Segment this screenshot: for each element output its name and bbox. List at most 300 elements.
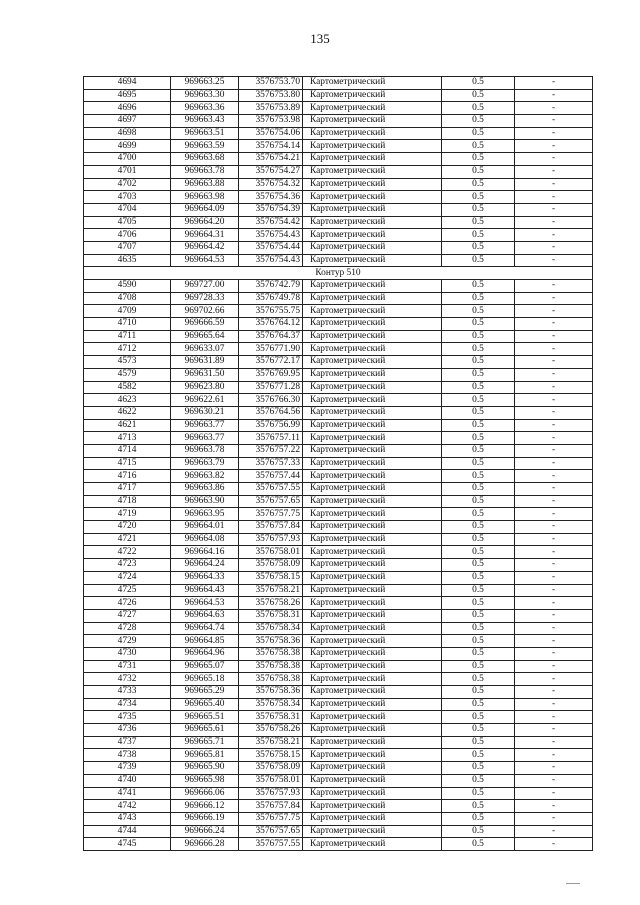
y-coordinate-cell: 3576754.36 <box>239 191 303 204</box>
y-coordinate-cell: 3576757.65 <box>239 495 303 508</box>
x-coordinate-cell: 969663.43 <box>171 115 239 128</box>
note-cell: - <box>515 241 593 254</box>
y-coordinate-cell: 3576742.79 <box>239 280 303 293</box>
x-coordinate-cell: 969664.08 <box>171 533 239 546</box>
point-number-cell: 4702 <box>84 178 171 191</box>
x-coordinate-cell: 969665.51 <box>171 711 239 724</box>
x-coordinate-cell: 969663.51 <box>171 127 239 140</box>
method-cell: Картометрический <box>303 546 442 559</box>
method-cell: Картометрический <box>303 343 442 356</box>
x-coordinate-cell: 969666.24 <box>171 825 239 838</box>
precision-cell: 0.5 <box>442 254 515 267</box>
table-row <box>84 305 593 318</box>
method-cell: Картометрический <box>303 165 442 178</box>
method-cell: Картометрический <box>303 673 442 686</box>
point-number-cell: 4708 <box>84 292 171 305</box>
x-coordinate-cell: 969664.53 <box>171 597 239 610</box>
note-cell: - <box>515 77 593 90</box>
method-cell: Картометрический <box>303 533 442 546</box>
point-number-cell: 4720 <box>84 521 171 534</box>
precision-cell: 0.5 <box>442 318 515 331</box>
y-coordinate-cell: 3576754.39 <box>239 203 303 216</box>
y-coordinate-cell: 3576757.44 <box>239 470 303 483</box>
method-cell: Картометрический <box>303 330 442 343</box>
note-cell: - <box>515 483 593 496</box>
y-coordinate-cell: 3576754.27 <box>239 165 303 178</box>
note-cell: - <box>515 609 593 622</box>
note-cell: - <box>515 432 593 445</box>
note-cell: - <box>515 444 593 457</box>
note-cell: - <box>515 115 593 128</box>
method-cell: Картометрический <box>303 318 442 331</box>
scan-mark <box>566 883 580 884</box>
note-cell: - <box>515 647 593 660</box>
point-number-cell: 4718 <box>84 495 171 508</box>
x-coordinate-cell: 969663.77 <box>171 419 239 432</box>
precision-cell: 0.5 <box>442 825 515 838</box>
table-row <box>84 419 593 432</box>
precision-cell: 0.5 <box>442 495 515 508</box>
y-coordinate-cell: 3576754.43 <box>239 254 303 267</box>
note-cell: - <box>515 406 593 419</box>
x-coordinate-cell: 969633.07 <box>171 343 239 356</box>
y-coordinate-cell: 3576764.12 <box>239 318 303 331</box>
method-cell: Картометрический <box>303 724 442 737</box>
precision-cell: 0.5 <box>442 305 515 318</box>
point-number-cell: 4728 <box>84 622 171 635</box>
method-cell: Картометрический <box>303 508 442 521</box>
table-row <box>84 203 593 216</box>
contour-header-row <box>84 267 593 280</box>
x-coordinate-cell: 969665.29 <box>171 686 239 699</box>
method-cell: Картометрический <box>303 800 442 813</box>
method-cell: Картометрический <box>303 368 442 381</box>
table-row <box>84 102 593 115</box>
precision-cell: 0.5 <box>442 698 515 711</box>
point-number-cell: 4717 <box>84 483 171 496</box>
method-cell: Картометрический <box>303 584 442 597</box>
method-cell: Картометрический <box>303 254 442 267</box>
point-number-cell: 4722 <box>84 546 171 559</box>
precision-cell: 0.5 <box>442 724 515 737</box>
point-number-cell: 4590 <box>84 280 171 293</box>
note-cell: - <box>515 203 593 216</box>
point-number-cell: 4745 <box>84 838 171 851</box>
note-cell: - <box>515 597 593 610</box>
note-cell: - <box>515 457 593 470</box>
method-cell: Картометрический <box>303 571 442 584</box>
x-coordinate-cell: 969727.00 <box>171 280 239 293</box>
method-cell: Картометрический <box>303 432 442 445</box>
method-cell: Картометрический <box>303 292 442 305</box>
note-cell: - <box>515 140 593 153</box>
x-coordinate-cell: 969664.96 <box>171 647 239 660</box>
method-cell: Картометрический <box>303 812 442 825</box>
table-row <box>84 254 593 267</box>
y-coordinate-cell: 3576758.31 <box>239 609 303 622</box>
precision-cell: 0.5 <box>442 609 515 622</box>
y-coordinate-cell: 3576772.17 <box>239 356 303 369</box>
note-cell: - <box>515 102 593 115</box>
point-number-cell: 4724 <box>84 571 171 584</box>
method-cell: Картометрический <box>303 736 442 749</box>
x-coordinate-cell: 969664.63 <box>171 609 239 622</box>
y-coordinate-cell: 3576757.65 <box>239 825 303 838</box>
table-row <box>84 673 593 686</box>
note-cell: - <box>515 356 593 369</box>
precision-cell: 0.5 <box>442 787 515 800</box>
precision-cell: 0.5 <box>442 406 515 419</box>
method-cell: Картометрический <box>303 495 442 508</box>
x-coordinate-cell: 969666.28 <box>171 838 239 851</box>
precision-cell: 0.5 <box>442 470 515 483</box>
table-row <box>84 457 593 470</box>
note-cell: - <box>515 546 593 559</box>
y-coordinate-cell: 3576757.93 <box>239 533 303 546</box>
point-number-cell: 4729 <box>84 635 171 648</box>
method-cell: Картометрический <box>303 749 442 762</box>
precision-cell: 0.5 <box>442 483 515 496</box>
table-row <box>84 736 593 749</box>
table-row <box>84 343 593 356</box>
note-cell: - <box>515 686 593 699</box>
method-cell: Картометрический <box>303 457 442 470</box>
method-cell: Картометрический <box>303 444 442 457</box>
point-number-cell: 4719 <box>84 508 171 521</box>
method-cell: Картометрический <box>303 77 442 90</box>
point-number-cell: 4733 <box>84 686 171 699</box>
table-row <box>84 444 593 457</box>
method-cell: Картометрический <box>303 483 442 496</box>
contour-title: Контур 510 <box>84 267 593 280</box>
table-row <box>84 533 593 546</box>
point-number-cell: 4713 <box>84 432 171 445</box>
coordinates-table-body <box>84 77 593 851</box>
point-number-cell: 4723 <box>84 559 171 572</box>
note-cell: - <box>515 762 593 775</box>
table-row <box>84 546 593 559</box>
precision-cell: 0.5 <box>442 673 515 686</box>
table-row <box>84 483 593 496</box>
method-cell: Картометрический <box>303 216 442 229</box>
precision-cell: 0.5 <box>442 559 515 572</box>
x-coordinate-cell: 969665.98 <box>171 774 239 787</box>
table-row <box>84 77 593 90</box>
table-row <box>84 800 593 813</box>
y-coordinate-cell: 3576757.84 <box>239 521 303 534</box>
method-cell: Картометрический <box>303 89 442 102</box>
precision-cell: 0.5 <box>442 432 515 445</box>
precision-cell: 0.5 <box>442 584 515 597</box>
y-coordinate-cell: 3576758.36 <box>239 635 303 648</box>
method-cell: Картометрический <box>303 406 442 419</box>
table-row <box>84 635 593 648</box>
point-number-cell: 4695 <box>84 89 171 102</box>
point-number-cell: 4738 <box>84 749 171 762</box>
method-cell: Картометрический <box>303 609 442 622</box>
method-cell: Картометрический <box>303 698 442 711</box>
x-coordinate-cell: 969666.12 <box>171 800 239 813</box>
point-number-cell: 4736 <box>84 724 171 737</box>
table-row <box>84 571 593 584</box>
table-row <box>84 838 593 851</box>
y-coordinate-cell: 3576758.21 <box>239 584 303 597</box>
x-coordinate-cell: 969664.33 <box>171 571 239 584</box>
x-coordinate-cell: 969666.19 <box>171 812 239 825</box>
y-coordinate-cell: 3576757.55 <box>239 838 303 851</box>
note-cell: - <box>515 736 593 749</box>
x-coordinate-cell: 969666.06 <box>171 787 239 800</box>
table-row <box>84 381 593 394</box>
table-row <box>84 165 593 178</box>
precision-cell: 0.5 <box>442 647 515 660</box>
table-row <box>84 153 593 166</box>
method-cell: Картометрический <box>303 178 442 191</box>
precision-cell: 0.5 <box>442 394 515 407</box>
y-coordinate-cell: 3576749.78 <box>239 292 303 305</box>
y-coordinate-cell: 3576758.01 <box>239 774 303 787</box>
y-coordinate-cell: 3576757.75 <box>239 508 303 521</box>
note-cell: - <box>515 800 593 813</box>
precision-cell: 0.5 <box>442 774 515 787</box>
table-row <box>84 127 593 140</box>
x-coordinate-cell: 969664.42 <box>171 241 239 254</box>
precision-cell: 0.5 <box>442 660 515 673</box>
precision-cell: 0.5 <box>442 800 515 813</box>
x-coordinate-cell: 969663.79 <box>171 457 239 470</box>
x-coordinate-cell: 969663.77 <box>171 432 239 445</box>
x-coordinate-cell: 969663.30 <box>171 89 239 102</box>
method-cell: Картометрический <box>303 203 442 216</box>
y-coordinate-cell: 3576758.26 <box>239 597 303 610</box>
y-coordinate-cell: 3576755.75 <box>239 305 303 318</box>
table-row <box>84 191 593 204</box>
x-coordinate-cell: 969630.21 <box>171 406 239 419</box>
point-number-cell: 4741 <box>84 787 171 800</box>
point-number-cell: 4573 <box>84 356 171 369</box>
table-row <box>84 774 593 787</box>
point-number-cell: 4710 <box>84 318 171 331</box>
precision-cell: 0.5 <box>442 191 515 204</box>
precision-cell: 0.5 <box>442 546 515 559</box>
note-cell: - <box>515 381 593 394</box>
point-number-cell: 4635 <box>84 254 171 267</box>
x-coordinate-cell: 969665.07 <box>171 660 239 673</box>
x-coordinate-cell: 969663.78 <box>171 165 239 178</box>
y-coordinate-cell: 3576754.21 <box>239 153 303 166</box>
method-cell: Картометрический <box>303 774 442 787</box>
precision-cell: 0.5 <box>442 736 515 749</box>
note-cell: - <box>515 165 593 178</box>
point-number-cell: 4740 <box>84 774 171 787</box>
precision-cell: 0.5 <box>442 280 515 293</box>
y-coordinate-cell: 3576753.70 <box>239 77 303 90</box>
x-coordinate-cell: 969665.64 <box>171 330 239 343</box>
x-coordinate-cell: 969665.18 <box>171 673 239 686</box>
point-number-cell: 4735 <box>84 711 171 724</box>
note-cell: - <box>515 495 593 508</box>
y-coordinate-cell: 3576758.31 <box>239 711 303 724</box>
note-cell: - <box>515 330 593 343</box>
method-cell: Картометрический <box>303 597 442 610</box>
point-number-cell: 4579 <box>84 368 171 381</box>
precision-cell: 0.5 <box>442 444 515 457</box>
precision-cell: 0.5 <box>442 330 515 343</box>
table-row <box>84 521 593 534</box>
point-number-cell: 4732 <box>84 673 171 686</box>
y-coordinate-cell: 3576756.99 <box>239 419 303 432</box>
note-cell: - <box>515 153 593 166</box>
table-row <box>84 470 593 483</box>
y-coordinate-cell: 3576758.09 <box>239 762 303 775</box>
method-cell: Картометрический <box>303 191 442 204</box>
method-cell: Картометрический <box>303 140 442 153</box>
note-cell: - <box>515 559 593 572</box>
x-coordinate-cell: 969663.98 <box>171 191 239 204</box>
y-coordinate-cell: 3576764.37 <box>239 330 303 343</box>
precision-cell: 0.5 <box>442 635 515 648</box>
table-row <box>84 495 593 508</box>
x-coordinate-cell: 969664.31 <box>171 229 239 242</box>
method-cell: Картометрический <box>303 686 442 699</box>
method-cell: Картометрический <box>303 559 442 572</box>
table-row <box>84 724 593 737</box>
x-coordinate-cell: 969665.40 <box>171 698 239 711</box>
x-coordinate-cell: 969663.82 <box>171 470 239 483</box>
table-row <box>84 394 593 407</box>
x-coordinate-cell: 969663.36 <box>171 102 239 115</box>
table-row <box>84 406 593 419</box>
precision-cell: 0.5 <box>442 838 515 851</box>
y-coordinate-cell: 3576754.44 <box>239 241 303 254</box>
precision-cell: 0.5 <box>442 762 515 775</box>
point-number-cell: 4739 <box>84 762 171 775</box>
table-row <box>84 597 593 610</box>
x-coordinate-cell: 969664.01 <box>171 521 239 534</box>
table-row <box>84 216 593 229</box>
y-coordinate-cell: 3576771.90 <box>239 343 303 356</box>
x-coordinate-cell: 969664.53 <box>171 254 239 267</box>
method-cell: Картометрический <box>303 356 442 369</box>
note-cell: - <box>515 724 593 737</box>
precision-cell: 0.5 <box>442 115 515 128</box>
table-row <box>84 698 593 711</box>
table-row <box>84 229 593 242</box>
note-cell: - <box>515 825 593 838</box>
point-number-cell: 4737 <box>84 736 171 749</box>
point-number-cell: 4701 <box>84 165 171 178</box>
y-coordinate-cell: 3576758.09 <box>239 559 303 572</box>
x-coordinate-cell: 969663.25 <box>171 77 239 90</box>
note-cell: - <box>515 178 593 191</box>
precision-cell: 0.5 <box>442 343 515 356</box>
precision-cell: 0.5 <box>442 622 515 635</box>
y-coordinate-cell: 3576758.34 <box>239 622 303 635</box>
point-number-cell: 4711 <box>84 330 171 343</box>
x-coordinate-cell: 969665.71 <box>171 736 239 749</box>
table-row <box>84 241 593 254</box>
y-coordinate-cell: 3576757.33 <box>239 457 303 470</box>
y-coordinate-cell: 3576753.98 <box>239 115 303 128</box>
point-number-cell: 4706 <box>84 229 171 242</box>
table-row <box>84 140 593 153</box>
y-coordinate-cell: 3576758.15 <box>239 749 303 762</box>
point-number-cell: 4697 <box>84 115 171 128</box>
method-cell: Картометрический <box>303 660 442 673</box>
precision-cell: 0.5 <box>442 165 515 178</box>
note-cell: - <box>515 305 593 318</box>
x-coordinate-cell: 969663.86 <box>171 483 239 496</box>
note-cell: - <box>515 394 593 407</box>
x-coordinate-cell: 969631.89 <box>171 356 239 369</box>
method-cell: Картометрический <box>303 762 442 775</box>
method-cell: Картометрический <box>303 787 442 800</box>
note-cell: - <box>515 521 593 534</box>
y-coordinate-cell: 3576757.55 <box>239 483 303 496</box>
note-cell: - <box>515 229 593 242</box>
table-row <box>84 647 593 660</box>
point-number-cell: 4696 <box>84 102 171 115</box>
method-cell: Картометрический <box>303 711 442 724</box>
note-cell: - <box>515 419 593 432</box>
table-row <box>84 432 593 445</box>
y-coordinate-cell: 3576758.21 <box>239 736 303 749</box>
x-coordinate-cell: 969663.88 <box>171 178 239 191</box>
point-number-cell: 4704 <box>84 203 171 216</box>
method-cell: Картометрический <box>303 521 442 534</box>
x-coordinate-cell: 969665.81 <box>171 749 239 762</box>
precision-cell: 0.5 <box>442 140 515 153</box>
note-cell: - <box>515 280 593 293</box>
table-row <box>84 762 593 775</box>
x-coordinate-cell: 969623.80 <box>171 381 239 394</box>
y-coordinate-cell: 3576758.01 <box>239 546 303 559</box>
table-row <box>84 825 593 838</box>
note-cell: - <box>515 660 593 673</box>
table-row <box>84 318 593 331</box>
table-row <box>84 330 593 343</box>
table-row <box>84 584 593 597</box>
method-cell: Картометрический <box>303 622 442 635</box>
point-number-cell: 4623 <box>84 394 171 407</box>
note-cell: - <box>515 254 593 267</box>
x-coordinate-cell: 969663.68 <box>171 153 239 166</box>
table-row <box>84 280 593 293</box>
point-number-cell: 4727 <box>84 609 171 622</box>
page-number: 135 <box>310 31 330 46</box>
note-cell: - <box>515 343 593 356</box>
note-cell: - <box>515 787 593 800</box>
method-cell: Картометрический <box>303 280 442 293</box>
precision-cell: 0.5 <box>442 508 515 521</box>
y-coordinate-cell: 3576753.89 <box>239 102 303 115</box>
table-row <box>84 368 593 381</box>
x-coordinate-cell: 969663.78 <box>171 444 239 457</box>
y-coordinate-cell: 3576758.34 <box>239 698 303 711</box>
x-coordinate-cell: 969622.61 <box>171 394 239 407</box>
point-number-cell: 4734 <box>84 698 171 711</box>
point-number-cell: 4714 <box>84 444 171 457</box>
method-cell: Картометрический <box>303 394 442 407</box>
point-number-cell: 4707 <box>84 241 171 254</box>
point-number-cell: 4743 <box>84 812 171 825</box>
y-coordinate-cell: 3576754.32 <box>239 178 303 191</box>
method-cell: Картометрический <box>303 825 442 838</box>
precision-cell: 0.5 <box>442 229 515 242</box>
x-coordinate-cell: 969665.61 <box>171 724 239 737</box>
x-coordinate-cell: 969664.43 <box>171 584 239 597</box>
x-coordinate-cell: 969702.66 <box>171 305 239 318</box>
